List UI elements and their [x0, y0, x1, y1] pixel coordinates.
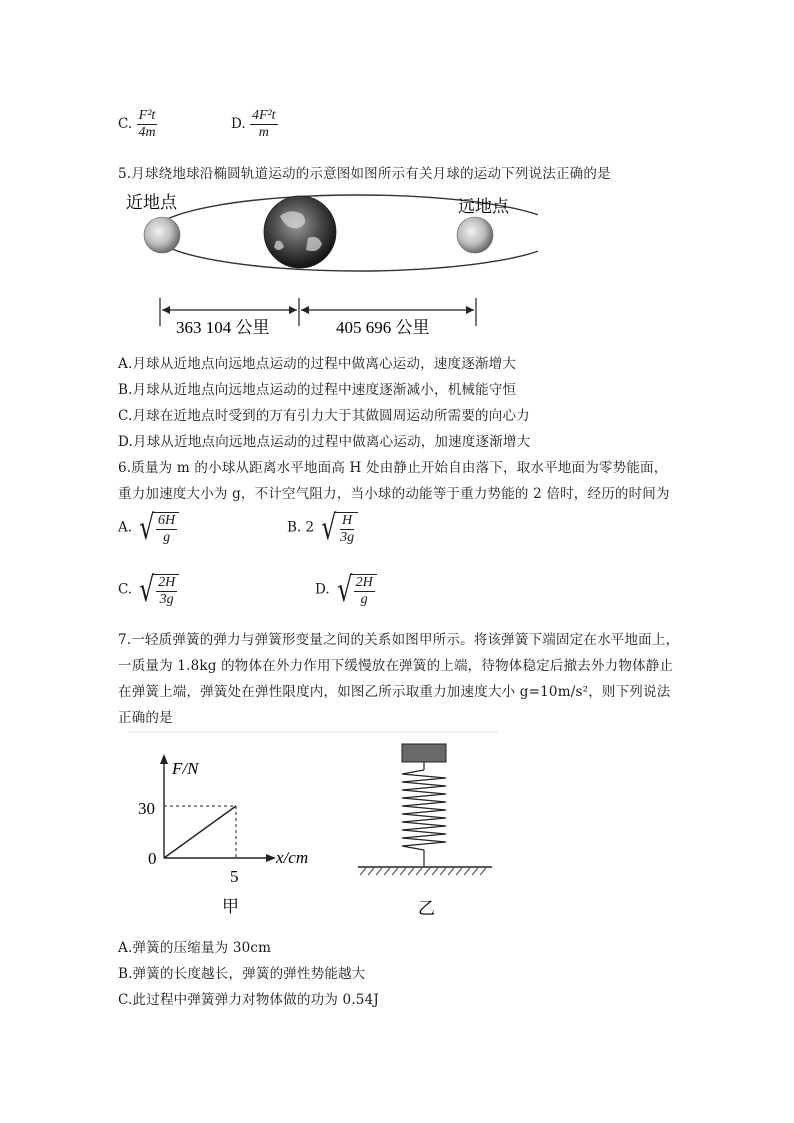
q4-option-d-numerator: 4F²t [251, 108, 276, 123]
q5-option-c: C.月球在近地点时受到的万有引力大于其做圆周运动所需要的向心力 [118, 408, 530, 424]
block [402, 744, 446, 762]
q6-option-a-sqrt: √ $\frac{6H}{g}$ [136, 508, 179, 548]
x-tick-label: 5 [230, 867, 239, 886]
spring-caption: 乙 [418, 899, 435, 919]
q6-option-a [118, 508, 179, 548]
apogee-moon [457, 217, 493, 253]
spring-figures [118, 730, 518, 930]
q4-option-d-prefix: D. [231, 116, 246, 132]
q4-option-c-fraction [136, 108, 157, 141]
force-displacement-graph [138, 754, 308, 917]
q4-option-c-numerator: F²t [138, 108, 156, 123]
apogee-label: 远地点 [458, 197, 509, 217]
y-axis-label: F/N [172, 759, 199, 778]
q6-option-a-prefix: A. [118, 519, 133, 536]
q6-stem-line1: 6.质量为 m 的小球从距离水平地面高 H 处由静止开始自由落下，取水平地面为零势能面， [118, 460, 668, 476]
q6-option-c-prefix: C. [118, 581, 133, 598]
perigee-label: 近地点 [126, 193, 177, 213]
q6-option-b-sqrt: √ $\frac{H}{3g}$ [318, 508, 358, 548]
q6-option-b [287, 508, 358, 548]
q4-option-d-denominator: m [258, 125, 269, 140]
q6-option-c [118, 570, 179, 610]
q4-option-d-fraction [250, 108, 278, 141]
q4-option-c-denominator: 4m [138, 125, 156, 140]
q6-option-b-prefix: B. 2 [287, 519, 315, 536]
q6-option-a-numerator: 6H [158, 513, 176, 528]
earth [264, 196, 336, 268]
q7-option-c: C.此过程中弹簧弹力对物体做的功为 0.54J [118, 992, 380, 1008]
force-line [164, 806, 236, 858]
y-tick-label: 30 [138, 799, 155, 818]
q6-option-a-denominator: g [163, 530, 171, 545]
q6-option-c-denominator: 3g [159, 592, 174, 607]
q5-option-d: D.月球从近地点向远地点运动的过程中做离心运动，加速度逐渐增大 [118, 434, 531, 450]
x-axis-label: x/cm [276, 848, 309, 867]
perigee-moon [144, 217, 180, 253]
distance-far-label: 405 696 公里 [336, 318, 430, 337]
q6-option-c-numerator: 2H [158, 575, 176, 590]
q6-option-b-numerator: H [342, 513, 353, 528]
q7-option-b: B.弹簧的长度越长，弹簧的弹性势能越大 [118, 966, 366, 982]
q7-stem-line1: 7.一轻质弹簧的弹力与弹簧形变量之间的关系如图甲所示。将该弹簧下端固定在水平地面上， [118, 632, 680, 648]
spring-coil [402, 770, 446, 850]
q6-option-d-sqrt: √ $\frac{2H}{g}$ [334, 570, 377, 610]
spring-illustration [358, 744, 492, 919]
q5-stem: 5.月球绕地球沿椭圆轨道运动的示意图如图所示有关月球的运动下列说法正确的是 [118, 166, 611, 182]
q4-option-c-prefix: C. [118, 116, 133, 132]
q7-stem-line2: 一质量为 1.8kg 的物体在外力作用下缓慢放在弹簧的上端，待物体稳定后撤去外力物体静止 [118, 658, 674, 674]
q6-option-c-sqrt: √ $\frac{2H}{3g}$ [136, 570, 179, 610]
q6-option-d-denominator: g [360, 592, 368, 607]
q6-option-d [315, 570, 377, 610]
q6-stem-line2: 重力加速度大小为 g，不计空气阻力，当小球的动能等于重力势能的 2 倍时，经历的时间为 [118, 486, 670, 502]
graph-caption: 甲 [222, 897, 239, 917]
q7-stem-line3: 在弹簧上端，弹簧处在弹性限度内，如图乙所示取重力加速度大小 g=10m/s²，则下列说法 [118, 684, 671, 700]
q5-option-b: B.月球从近地点向远地点运动的过程中速度逐渐减小，机械能守恒 [118, 382, 517, 398]
q6-option-b-denominator: 3g [340, 530, 355, 545]
moon-orbit-diagram [118, 186, 538, 346]
distance-near-label: 363 104 公里 [176, 318, 270, 337]
origin-label: 0 [148, 849, 157, 868]
q7-option-a: A.弹簧的压缩量为 30cm [118, 940, 272, 956]
q6-option-d-numerator: 2H [355, 575, 373, 590]
q4-option-d [231, 108, 278, 141]
q5-option-a: A.月球从近地点向远地点运动的过程中做离心运动，速度逐渐增大 [118, 356, 517, 372]
q6-option-d-prefix: D. [315, 581, 330, 598]
q4-option-c [118, 108, 158, 141]
q7-stem-line4: 正确的是 [118, 710, 173, 726]
